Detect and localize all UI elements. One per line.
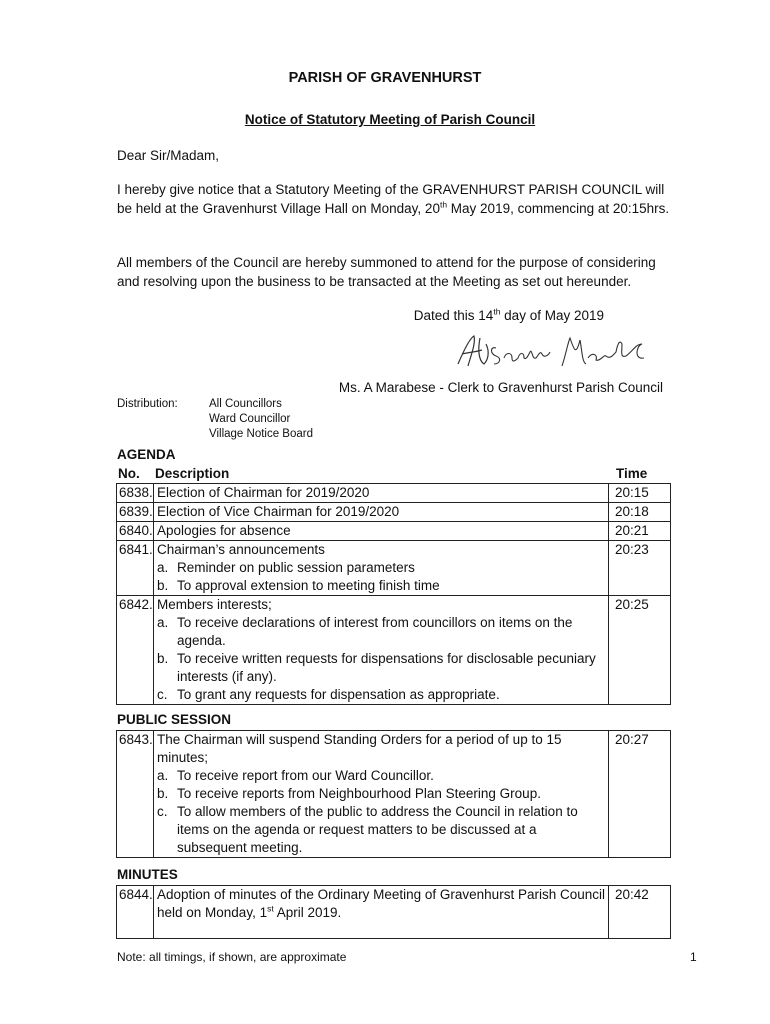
distribution-item: Village Notice Board <box>209 428 313 440</box>
item-description <box>154 886 609 939</box>
sub-item <box>157 559 605 577</box>
table-row <box>117 522 671 541</box>
item-description-text: Chairman’s announcements <box>157 542 325 557</box>
page-number: 1 <box>690 950 697 964</box>
item-time: 20:42 <box>609 886 671 939</box>
item-number: 6842. <box>117 596 154 705</box>
sub-item <box>157 767 605 785</box>
sub-item-list <box>157 614 605 704</box>
item-description-text: Adoption of minutes of the Ordinary Meeting of Gravenhurst Parish Council held on Monday, 1 <box>157 887 605 920</box>
sub-item-marker: a. <box>157 768 169 783</box>
table-row <box>117 503 671 522</box>
item-description <box>154 596 609 705</box>
sub-item-text: To approval extension to meeting finish time <box>177 578 440 593</box>
item-time: 20:25 <box>609 596 671 705</box>
column-header-description: Description <box>155 466 230 481</box>
item-description-sup: st <box>267 903 274 914</box>
agenda-table <box>116 483 671 705</box>
notice-text-b: May 2019, commencing at 20:15hrs. <box>447 200 670 216</box>
public-session-heading: PUBLIC SESSION <box>117 712 232 727</box>
item-description-tail: April 2019. <box>273 905 342 920</box>
column-header-time: Time <box>616 466 648 481</box>
sub-item-list <box>157 559 605 595</box>
sub-item <box>157 686 605 704</box>
sub-item-text: To receive reports from Neighbourhood Plan Steering Group. <box>177 786 541 801</box>
item-time: 20:15 <box>609 484 671 503</box>
sub-item-marker: a. <box>157 615 169 630</box>
item-description: Apologies for absence <box>154 522 609 541</box>
distribution-label: Distribution: <box>117 398 178 410</box>
notice-paragraph <box>117 181 677 218</box>
sub-item-marker: b. <box>157 651 169 666</box>
distribution-item: Ward Councillor <box>209 413 291 425</box>
sub-item-marker: c. <box>157 687 168 702</box>
public-session-table <box>116 730 671 858</box>
footer-note: Note: all timings, if shown, are approximate <box>117 950 347 964</box>
signatory-line: Ms. A Marabese - Clerk to Gravenhurst Parish Council <box>338 380 663 395</box>
table-row <box>117 886 671 939</box>
sub-item-marker: c. <box>157 804 168 819</box>
item-description <box>154 731 609 858</box>
notice-sup: th <box>439 199 448 209</box>
sub-item <box>157 803 605 857</box>
document-title: PARISH OF GRAVENHURST <box>288 70 482 86</box>
sub-item <box>157 785 605 803</box>
item-time: 20:23 <box>609 541 671 596</box>
dated-a: Dated this 14 <box>413 308 494 323</box>
table-row <box>117 731 671 858</box>
sub-item-marker: a. <box>157 560 169 575</box>
sub-item-text: To allow members of the public to address the Council in relation to items on the agenda or request matters to be discussed at a subsequent meeting. <box>177 804 578 855</box>
item-description <box>154 541 609 596</box>
item-number: 6839. <box>117 503 154 522</box>
agenda-header-row <box>116 465 671 483</box>
sub-item <box>157 577 605 595</box>
item-description-text: The Chairman will suspend Standing Orders for a period of up to 15 minutes; <box>157 732 562 765</box>
sub-item-marker: b. <box>157 578 169 593</box>
sub-item-text: To grant any requests for dispensation as appropriate. <box>177 687 500 702</box>
item-description: Election of Chairman for 2019/2020 <box>154 484 609 503</box>
salutation: Dear Sir/Madam, <box>117 148 220 163</box>
item-number: 6840. <box>117 522 154 541</box>
distribution-item: All Councillors <box>209 398 282 410</box>
handwritten-signature <box>450 330 650 377</box>
item-description-text: Members interests; <box>157 597 272 612</box>
sub-item-text: To receive report from our Ward Councillor. <box>177 768 434 783</box>
sub-item <box>157 614 605 650</box>
dated-b: day of May 2019 <box>500 308 604 323</box>
item-number: 6844. <box>117 886 154 939</box>
sub-item-text: Reminder on public session parameters <box>177 560 415 575</box>
column-header-no: No. <box>118 466 140 481</box>
sub-item-list <box>157 767 605 857</box>
sub-item-text: To receive declarations of interest from councillors on items on the agenda. <box>177 615 573 648</box>
item-number: 6838. <box>117 484 154 503</box>
item-time: 20:21 <box>609 522 671 541</box>
item-number: 6843. <box>117 731 154 858</box>
sub-item <box>157 650 605 686</box>
sub-item-text: To receive written requests for dispensations for disclosable pecuniary interests (if any). <box>177 651 596 684</box>
table-row <box>117 484 671 503</box>
item-time: 20:18 <box>609 503 671 522</box>
notice-subtitle: Notice of Statutory Meeting of Parish Council <box>244 112 536 127</box>
table-row <box>117 541 671 596</box>
summons-paragraph: All members of the Council are hereby summoned to attend for the purpose of considering and resolving upon the business to be transacted at the Meeting as set out hereunder. <box>117 255 656 289</box>
sub-item-marker: b. <box>157 786 169 801</box>
item-time: 20:27 <box>609 731 671 858</box>
minutes-table <box>116 885 671 939</box>
item-number: 6841. <box>117 541 154 596</box>
minutes-heading: MINUTES <box>117 867 178 882</box>
dated-sup: th <box>493 306 501 317</box>
item-description: Election of Vice Chairman for 2019/2020 <box>154 503 609 522</box>
table-row <box>117 596 671 705</box>
notice-text-a: I hereby give notice that a Statutory Meeting of the GRAVENHURST PARISH COUNCIL will be held at the Gravenhurst Village Hall on Monday, 20 <box>117 182 665 216</box>
dated-line <box>117 307 604 325</box>
agenda-heading: AGENDA <box>117 447 176 462</box>
